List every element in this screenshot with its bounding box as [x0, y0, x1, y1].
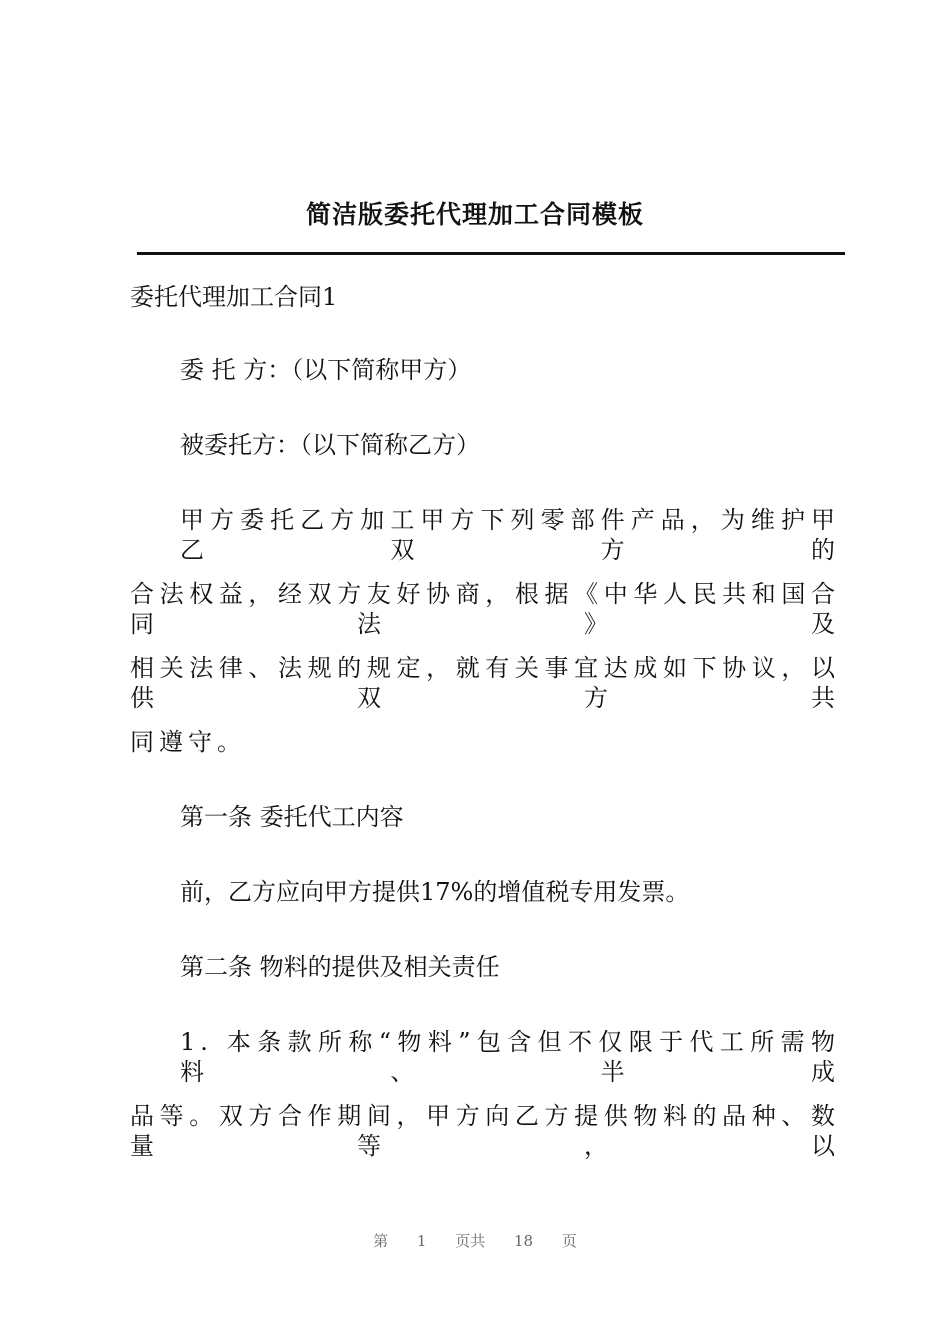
footer-page-number: 1 [416, 1232, 427, 1250]
footer-total-pages: 18 [514, 1232, 534, 1250]
page-footer [0, 1230, 950, 1251]
section-heading: 委托代理加工合同1 [130, 283, 338, 311]
intro-line-4: 同遵守。 [130, 728, 246, 756]
intro-line-3: 相关法律、法规的规定，就有关事宜达成如下协议，以供双方共 [130, 654, 840, 712]
footer-suffix: 页 [561, 1232, 577, 1250]
article-2-heading: 第二条 物料的提供及相关责任 [180, 953, 500, 981]
footer-mid: 页共 [455, 1232, 486, 1250]
title-underline [137, 252, 845, 255]
article-2-line-1: 1. 本条款所称“物料”包含但不仅限于代工所需物料、半成 [180, 1028, 840, 1086]
article-1-heading: 第一条 委托代工内容 [180, 803, 404, 831]
party-a-line: 委 托 方：（以下简称甲方） [180, 356, 472, 384]
footer-prefix: 第 [373, 1232, 389, 1250]
document-title: 简洁版委托代理加工合同模板 [305, 200, 644, 229]
intro-line-1: 甲方委托乙方加工甲方下列零部件产品，为维护甲乙双方的 [180, 506, 840, 564]
intro-line-2: 合法权益，经双方友好协商，根据《中华人民共和国合同法》及 [130, 580, 840, 638]
article-1-text: 前，乙方应向甲方提供17%的增值税专用发票。 [180, 878, 690, 906]
party-b-line: 被委托方：（以下简称乙方） [180, 431, 480, 459]
article-2-line-2: 品等。双方合作期间，甲方向乙方提供物料的品种、数量等，以 [130, 1102, 840, 1160]
